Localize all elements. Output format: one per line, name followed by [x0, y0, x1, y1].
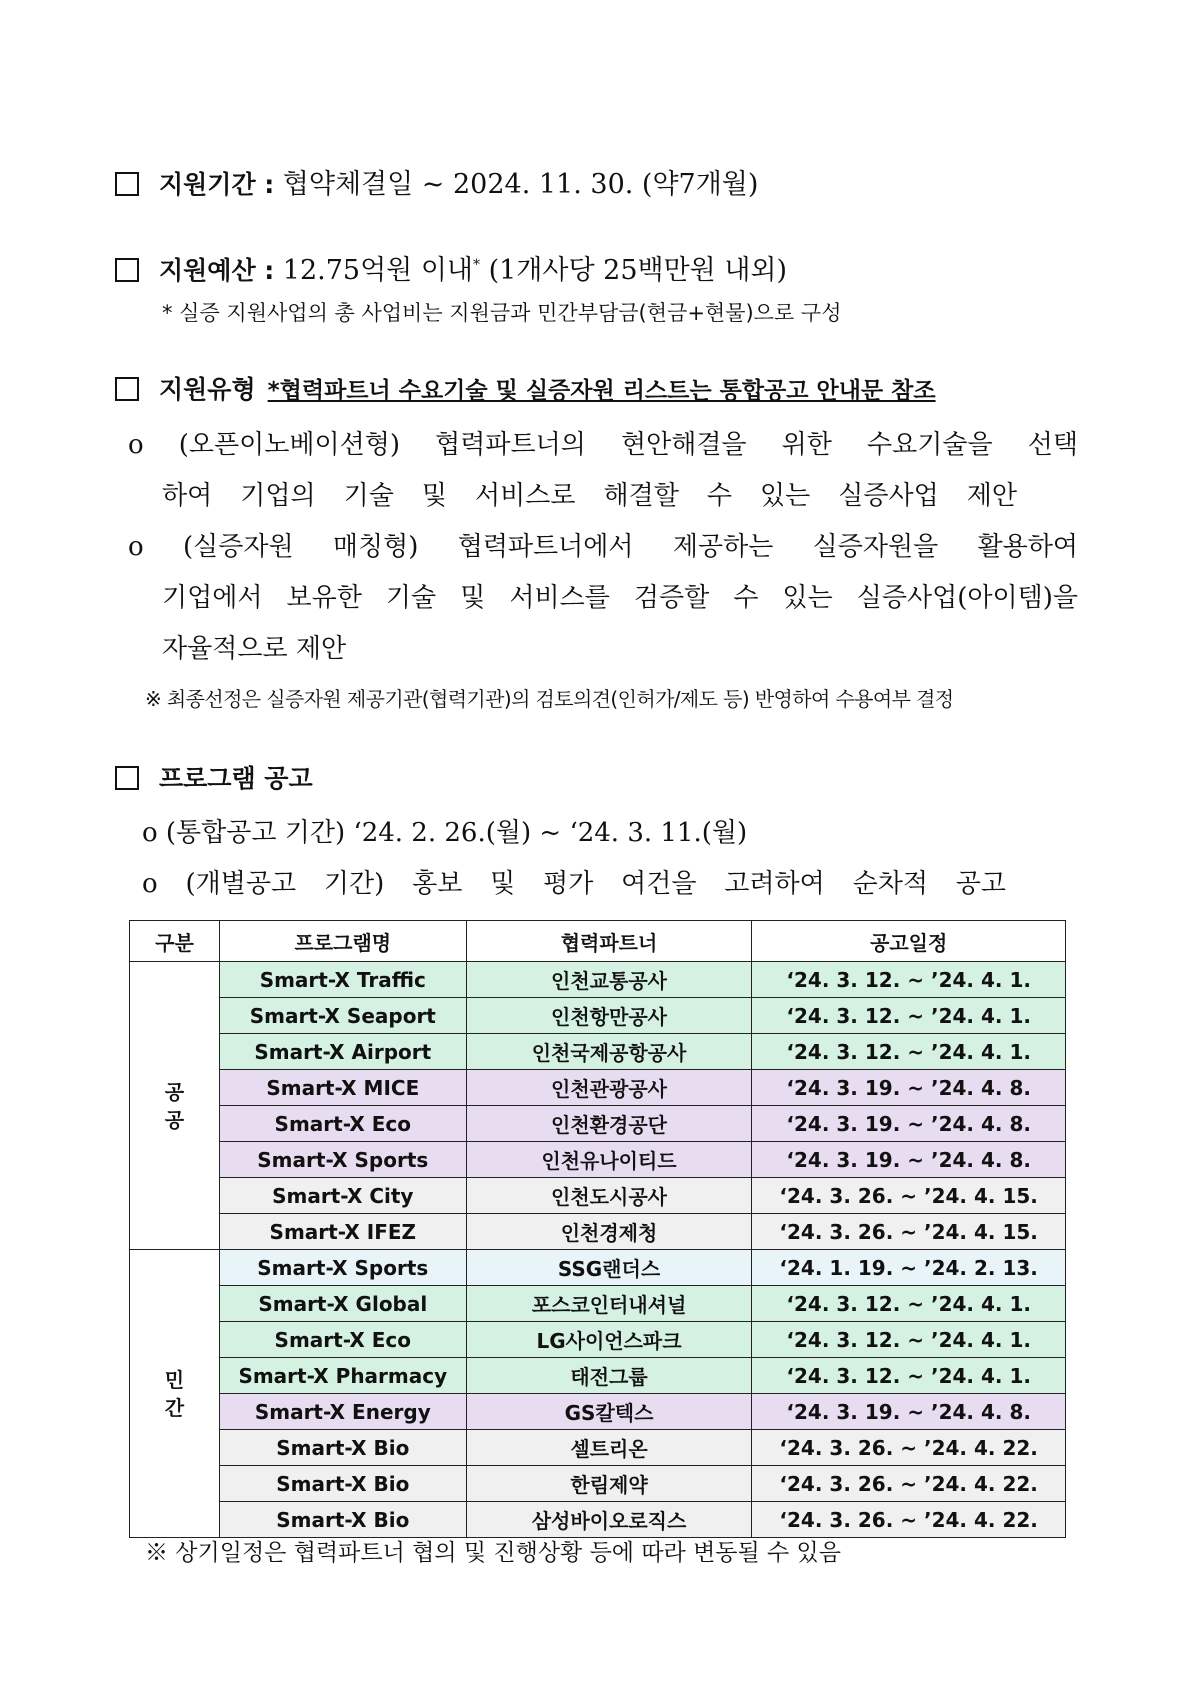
- cell-program: Smart-X Bio: [219, 1466, 466, 1502]
- header-program: 프로그램명: [219, 921, 466, 962]
- table-row: [130, 1358, 1066, 1394]
- cell-schedule: ‘24. 3. 26. ~ ’24. 4. 22.: [752, 1466, 1066, 1502]
- section-support-budget: [115, 245, 787, 291]
- cell-program: Smart-X Sports: [219, 1142, 466, 1178]
- cell-program: Smart-X Sports: [219, 1250, 466, 1286]
- announcement-item-2: o (개별공고 기간) 홍보 및 평가 여건을 고려하여 순차적 공고: [142, 869, 1006, 899]
- cell-program: Smart-X Bio: [219, 1430, 466, 1466]
- cell-program: Smart-X Eco: [219, 1106, 466, 1142]
- cell-partner: 인천경제청: [466, 1214, 752, 1250]
- schedule-footnote: ※ 상기일정은 협력파트너 협의 및 진행상황 등에 따라 변동될 수 있음: [145, 1540, 841, 1566]
- cell-program: Smart-X MICE: [219, 1070, 466, 1106]
- type-item-1-line-2: 하여 기업의 기술 및 서비스로 해결할 수 있는 실증사업 제안: [162, 481, 1017, 511]
- cell-program: Smart-X Eco: [219, 1322, 466, 1358]
- reference-note-underlined: *협력파트너 수요기술 및 실증자원 리스트는 통합공고 안내문 참조: [267, 378, 936, 404]
- cell-program: Smart-X Traffic: [219, 962, 466, 998]
- cell-partner: 셀트리온: [466, 1430, 752, 1466]
- checkbox-square-icon: [115, 377, 139, 401]
- header-schedule: 공고일정: [752, 921, 1066, 962]
- table-row: [130, 1286, 1066, 1322]
- announcement-schedule-table: [129, 920, 1066, 1538]
- section-title: 지원기간: [159, 170, 256, 199]
- table-row: [130, 962, 1066, 998]
- group-public: 공 공: [130, 962, 220, 1250]
- cell-partner: GS칼텍스: [466, 1394, 752, 1430]
- cell-schedule: ‘24. 3. 19. ~ ’24. 4. 8.: [752, 1394, 1066, 1430]
- table-row: [130, 1034, 1066, 1070]
- cell-schedule: ‘24. 3. 12. ~ ’24. 4. 1.: [752, 1286, 1066, 1322]
- table-row: [130, 1250, 1066, 1286]
- type-item-2-line-3: 자율적으로 제안: [162, 634, 347, 664]
- section-support-type: [115, 370, 936, 411]
- table-row: [130, 998, 1066, 1034]
- selection-note: ※ 최종선정은 실증자원 제공기관(협력기관)의 검토의견(인허가/제도 등) 반영하여 수용여부 결정: [145, 687, 954, 711]
- cell-program: Smart-X Energy: [219, 1394, 466, 1430]
- table-row: [130, 1394, 1066, 1430]
- cell-schedule: ‘24. 3. 12. ~ ’24. 4. 1.: [752, 962, 1066, 998]
- section-title: 지원예산: [159, 256, 256, 285]
- type-item-2-line-2: 기업에서 보유한 기술 및 서비스를 검증할 수 있는 실증사업(아이템)을: [162, 583, 1078, 613]
- cell-partner: 인천환경공단: [466, 1106, 752, 1142]
- cell-schedule: ‘24. 3. 26. ~ ’24. 4. 22.: [752, 1502, 1066, 1538]
- footnote-mark: *: [473, 257, 481, 273]
- cell-program: Smart-X Airport: [219, 1034, 466, 1070]
- cell-schedule: ‘24. 3. 12. ~ ’24. 4. 1.: [752, 1034, 1066, 1070]
- table-row: [130, 1142, 1066, 1178]
- cell-partner: 삼성바이오로직스: [466, 1502, 752, 1538]
- table-row: [130, 1430, 1066, 1466]
- colon: :: [264, 170, 275, 199]
- cell-partner: 인천관광공사: [466, 1070, 752, 1106]
- cell-partner: 인천교통공사: [466, 962, 752, 998]
- table-row: [130, 1070, 1066, 1106]
- cell-program: Smart-X Seaport: [219, 998, 466, 1034]
- cell-schedule: ‘24. 3. 12. ~ ’24. 4. 1.: [752, 1358, 1066, 1394]
- type-item-2-line-1: o (실증자원 매칭형) 협력파트너에서 제공하는 실증자원을 활용하여: [128, 532, 1078, 562]
- announcement-item-1: o (통합공고 기간) ‘24. 2. 26.(월) ~ ‘24. 3. 11.(월): [142, 818, 748, 848]
- checkbox-square-icon: [115, 258, 139, 282]
- cell-program: Smart-X City: [219, 1178, 466, 1214]
- cell-program: Smart-X Bio: [219, 1502, 466, 1538]
- cell-schedule: ‘24. 3. 19. ~ ’24. 4. 8.: [752, 1106, 1066, 1142]
- cell-partner: 태전그룹: [466, 1358, 752, 1394]
- cell-program: Smart-X IFEZ: [219, 1214, 466, 1250]
- cell-schedule: ‘24. 3. 26. ~ ’24. 4. 22.: [752, 1430, 1066, 1466]
- cell-schedule: ‘24. 3. 19. ~ ’24. 4. 8.: [752, 1142, 1066, 1178]
- cell-program: Smart-X Global: [219, 1286, 466, 1322]
- cell-partner: 인천국제공항공사: [466, 1034, 752, 1070]
- type-item-1-line-1: o (오픈이노베이션형) 협력파트너의 현안해결을 위한 수요기술을 선택: [128, 430, 1078, 460]
- table-row: [130, 1322, 1066, 1358]
- cell-partner: 인천항만공사: [466, 998, 752, 1034]
- cell-schedule: ‘24. 3. 26. ~ ’24. 4. 15.: [752, 1214, 1066, 1250]
- cell-partner: 인천도시공사: [466, 1178, 752, 1214]
- table-row: [130, 1106, 1066, 1142]
- cell-partner: LG사이언스파크: [466, 1322, 752, 1358]
- section-support-period: [115, 165, 758, 205]
- cell-partner: 인천유나이티드: [466, 1142, 752, 1178]
- section-tail: (1개사당 25백만원 내외): [480, 255, 788, 286]
- cell-partner: 한림제약: [466, 1466, 752, 1502]
- cell-program: Smart-X Pharmacy: [219, 1358, 466, 1394]
- cell-schedule: ‘24. 1. 19. ~ ’24. 2. 13.: [752, 1250, 1066, 1286]
- colon: :: [264, 256, 275, 285]
- cell-partner: SSG랜더스: [466, 1250, 752, 1286]
- header-partner: 협력파트너: [466, 921, 752, 962]
- table-row: [130, 1214, 1066, 1250]
- budget-note: * 실증 지원사업의 총 사업비는 지원금과 민간부담금(현금+현물)으로 구성: [162, 301, 842, 325]
- section-title: 프로그램 공고: [159, 764, 313, 793]
- cell-schedule: ‘24. 3. 12. ~ ’24. 4. 1.: [752, 998, 1066, 1034]
- cell-schedule: ‘24. 3. 26. ~ ’24. 4. 15.: [752, 1178, 1066, 1214]
- checkbox-square-icon: [115, 172, 139, 196]
- cell-schedule: ‘24. 3. 19. ~ ’24. 4. 8.: [752, 1070, 1066, 1106]
- checkbox-square-icon: [115, 766, 139, 790]
- group-private: 민 간: [130, 1250, 220, 1538]
- section-title: 지원유형: [159, 375, 256, 404]
- section-text: 12.75억원 이내: [282, 255, 474, 286]
- table-row: [130, 1502, 1066, 1538]
- header-category: 구분: [130, 921, 220, 962]
- cell-partner: 포스코인터내셔널: [466, 1286, 752, 1322]
- cell-schedule: ‘24. 3. 12. ~ ’24. 4. 1.: [752, 1322, 1066, 1358]
- section-text: 협약체결일 ~ 2024. 11. 30. (약7개월): [282, 169, 759, 200]
- table-row: [130, 1178, 1066, 1214]
- table-row: [130, 1466, 1066, 1502]
- table-header-row: [130, 921, 1066, 962]
- section-program-announcement: [115, 759, 313, 799]
